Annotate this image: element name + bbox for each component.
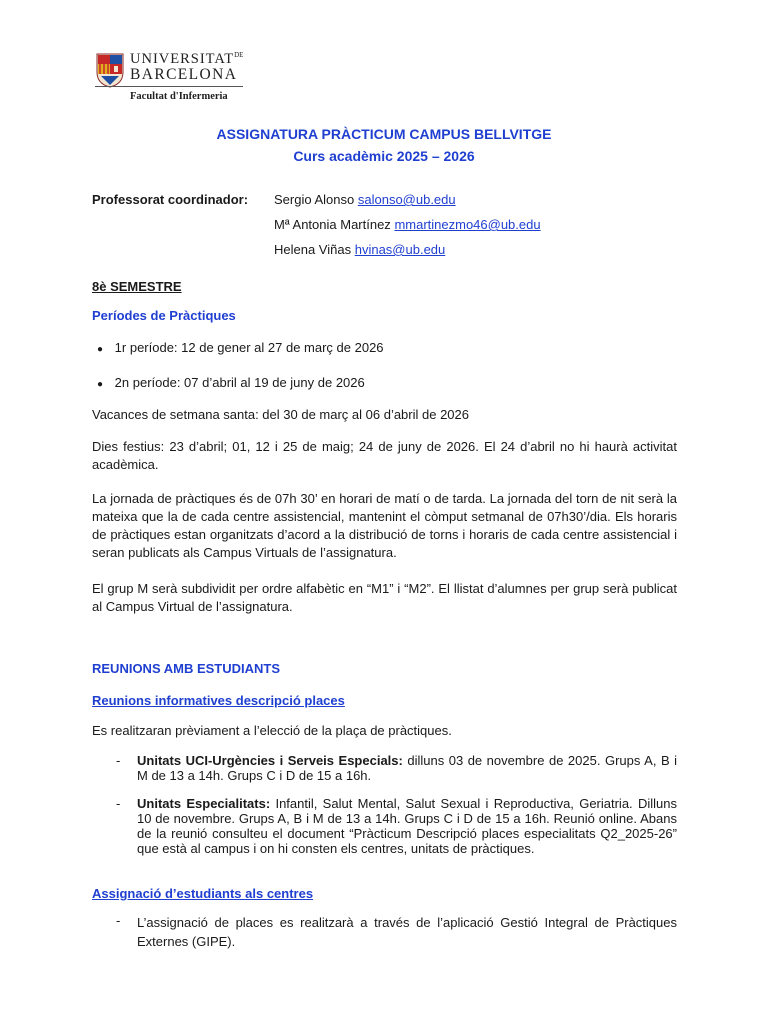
assignacio-heading: Assignació d’estudiants als centres [92, 886, 314, 901]
reunions-subheading: Reunions informatives descripció places [92, 693, 345, 708]
coordinator-1 [274, 192, 456, 207]
coordinator-email-link[interactable]: mmartinezmo46@ub.edu [394, 217, 541, 232]
logo-line-2: BARCELONA [130, 66, 238, 83]
coordinator-email-link[interactable]: salonso@ub.edu [357, 192, 456, 207]
period-item [97, 340, 384, 355]
coordinator-3 [274, 242, 445, 257]
period-text: 1r període: 12 de gener al 27 de març de 2026 [114, 340, 384, 355]
coordinators-label: Professorat coordinador: [92, 192, 249, 207]
periods-heading: Períodes de Pràctiques [92, 308, 236, 323]
university-crest-icon [95, 52, 125, 88]
bullet-icon: ● [97, 344, 104, 355]
jornada-text: La jornada de pràctiques és de 07h 30’ en horari de matí o de tarda. La jornada del torn de nit serà la mateixa que la de cada centre assistencial, mantenint el còmput setmanal de 07h30’/dia. Els horaris de pràctiques estan organitzats d’acord a la distribució de torns i horaris de cada centre assistencial i seran publicats als Campus Virtuals de l’assignatura. [92, 491, 677, 560]
festius-text: Dies festius: 23 d’abril; 01, 12 i 25 de maig; 24 de juny de 2026. El 24 d’abril no hi haurà activitat acadèmica. [92, 439, 677, 472]
reunion-item [137, 753, 677, 783]
reunion-item-text: Infantil, Salut Mental, Salut Sexual i Reproductiva, Geriatria. Dilluns 10 de novembre. Grups A, B i M de 13 a 14h. Grups C i D de 15 a 16h. Reunió online. Abans de la reunió consulteu el document “Pràcticum Descripció places especialitats Q2_2025-26” que està al campus i on hi consten els centres, unitats de pràctiques. [137, 796, 677, 856]
dash-marker: - [116, 753, 121, 768]
reunion-item-title: Unitats UCI-Urgències i Serveis Especials: [137, 753, 403, 768]
reunions-heading: REUNIONS AMB ESTUDIANTS [92, 661, 281, 676]
dash-marker: - [116, 913, 121, 928]
semester-heading: 8è SEMESTRE [92, 279, 182, 294]
period-text: 2n període: 07 d’abril al 19 de juny de 2026 [114, 375, 365, 390]
reunion-item-title: Unitats Especialitats: [137, 796, 271, 811]
coordinator-name: Mª Antonia Martínez [274, 217, 391, 232]
logo-faculty: Facultat d'Infermeria [130, 91, 228, 102]
document-title: ASSIGNATURA PRÀCTICUM CAMPUS BELLVITGE [216, 126, 552, 142]
reunion-item-text: dilluns 03 de novembre de 2025. Grups A, B i M de 13 a 14h. Grups C i D de 15 a 16h. [137, 753, 678, 783]
grup-text: El grup M serà subdividit per ordre alfabètic en “M1” i “M2”. El llistat d’alumnes per grup serà publicat al Campus Virtual de l’assignatura. [92, 581, 677, 614]
holidays-text: Vacances de setmana santa: del 30 de març al 06 d’abril de 2026 [92, 407, 469, 422]
coordinator-name: Sergio Alonso [274, 192, 355, 207]
logo-rule [95, 86, 243, 87]
university-logo [95, 48, 250, 106]
assignacio-item: L’assignació de places es realitzarà a través de l’aplicació Gestió Integral de Pràctiques Externes (GIPE). [137, 915, 677, 949]
bullet-icon: ● [97, 379, 104, 390]
dash-marker: - [116, 796, 121, 811]
reunion-item [137, 796, 677, 856]
coordinator-2 [274, 217, 541, 232]
coordinator-email-link[interactable]: hvinas@ub.edu [354, 242, 446, 257]
period-item [97, 375, 365, 390]
logo-line-1-suffix: DE [234, 51, 244, 59]
reunions-intro: Es realitzaran prèviament a l’elecció de la plaça de pràctiques. [92, 723, 452, 738]
logo-line-1: UNIVERSITAT [130, 51, 235, 67]
document-subtitle: Curs acadèmic 2025 – 2026 [293, 148, 475, 164]
coordinator-name: Helena Viñas [274, 242, 352, 257]
